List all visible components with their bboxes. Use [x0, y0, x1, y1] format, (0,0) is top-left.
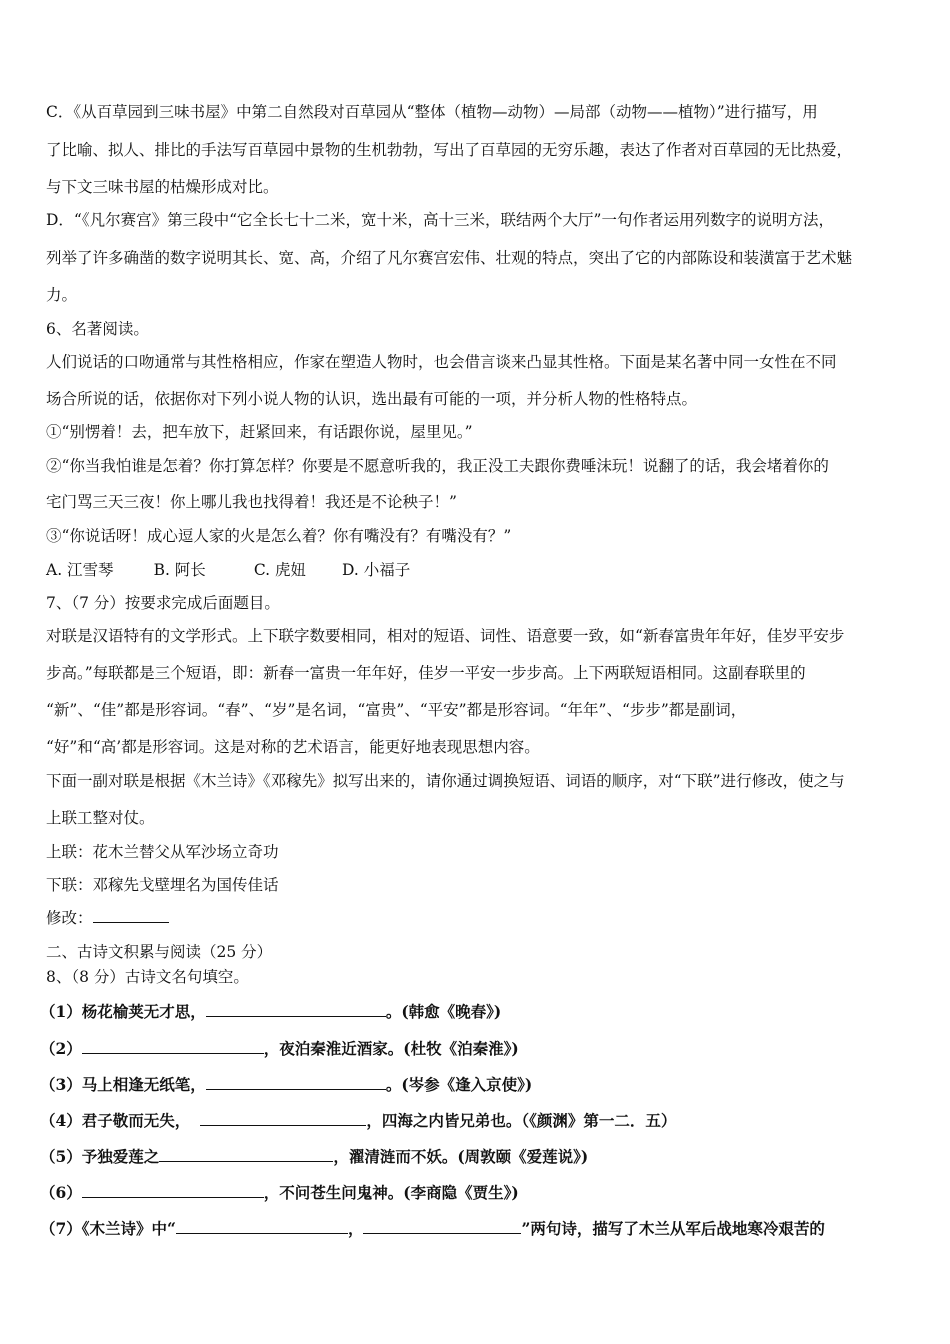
q7-para-line-3: “新”、“佳”都是形容词。“春”、“岁”是名词，“富贵”、“平安”都是形容词。“年年”、“步步”都是副词， — [46, 701, 747, 719]
q6-quote-1: ①“别愣着！去，把车放下，赶紧回来，有话跟你说，屋里见。” — [46, 423, 473, 441]
q8-item-1 — [40, 1002, 902, 1022]
q6-intro-line-2: 场合所说的话，依据你对下列小说人物的认识，选出最有可能的一项，并分析人物的性格特点。 — [46, 390, 698, 408]
q6-option-d[interactable]: D. 小福子 — [341, 561, 411, 579]
q5-option-c-line-1: C．《从百草园到三味书屋》中第二自然段对百草园从“整体（植物—动物）—局部（动物——植物）”进行描写，用 — [46, 103, 818, 121]
q7-revise-label: 修改： — [46, 909, 93, 927]
q8-item-7-blank-1[interactable] — [176, 1219, 348, 1234]
q5-option-d-line-3: 力。 — [46, 286, 78, 304]
q6-option-c[interactable]: C. 虎妞 — [253, 561, 306, 579]
q8-item-4-prefix: 君子敬而无失， — [81, 1111, 191, 1130]
q7-task-line-2: 上联工整对仗。 — [46, 809, 155, 827]
q6-quote-3: ③“你说话呀！成心逗人家的火是怎么着？你有嘴没有？有嘴没有？” — [46, 527, 512, 545]
q7-para-line-1: 对联是汉语特有的文学形式。上下联字数要相同，相对的短语、词性、语意要一致，如“新春富贵年年好，佳岁平安步 — [46, 627, 845, 645]
q8-item-2-suffix: ，夜泊秦淮近酒家。(杜牧《泊秦淮》) — [263, 1039, 519, 1058]
q6-option-a[interactable]: A. 江雪琴 — [46, 561, 114, 579]
q6-quote-2-line-2: 宅门骂三天三夜！你上哪儿我也找得着！我还是不论秧子！” — [46, 493, 457, 511]
q8-item-4-blank[interactable] — [200, 1111, 366, 1126]
q8-item-1-suffix: 。(韩愈《晚春》) — [385, 1002, 502, 1021]
q8-item-1-number: （1） — [40, 1002, 82, 1021]
q7-para-line-2: 步高。”每联都是三个短语，即：新春一富贵一年年好，佳岁一平安一步步高。上下两联短语相同。这副春联里的 — [46, 664, 806, 682]
q8-item-7-blank-2[interactable] — [363, 1219, 521, 1234]
q8-item-2-blank[interactable] — [82, 1039, 264, 1054]
q8-item-7 — [40, 1219, 902, 1239]
q6-option-b[interactable]: B. 阿长 — [153, 561, 206, 579]
q7-lower-couplet: 下联：邓稼先戈壁埋名为国传佳话 — [46, 876, 279, 894]
q8-item-1-blank[interactable] — [206, 1002, 386, 1017]
q6-options — [46, 560, 908, 580]
q8-item-7-prefix: 《木兰诗》中“ — [81, 1219, 176, 1238]
q8-item-6-suffix: ，不问苍生问鬼神。(李商隐《贾生》) — [263, 1183, 519, 1202]
q5-option-d-line-1: D．“《凡尔赛宫》第三段中“它全长七十二米，宽十米，高十三米，联结两个大厅”一句作者运用列数字的说明方法， — [46, 211, 834, 229]
q8-item-5-prefix: 予独爱莲之 — [81, 1147, 160, 1166]
q8-item-7-suffix: ”两句诗，描写了木兰从军后战地寒冷艰苦的 — [521, 1219, 825, 1238]
q8-item-2-number: （2） — [40, 1039, 82, 1058]
section-2-heading: 二、古诗文积累与阅读（25 分） — [46, 943, 273, 961]
q8-item-5-suffix: ，濯清涟而不妖。(周敦颐《爱莲说》) — [333, 1147, 589, 1166]
q8-item-2 — [40, 1039, 902, 1059]
q8-title: 8、（8 分）古诗文名句填空。 — [46, 968, 249, 986]
q8-item-7-number: （7） — [40, 1219, 82, 1238]
q6-intro-line-1: 人们说话的口吻通常与其性格相应，作家在塑造人物时，也会借言谈来凸显其性格。下面是某名著中同一女性在不同 — [46, 353, 837, 371]
q8-item-5-blank[interactable] — [159, 1147, 333, 1162]
q7-revise-line — [46, 908, 908, 928]
q7-upper-couplet: 上联：花木兰替父从军沙场立奇功 — [46, 843, 279, 861]
q8-item-4-suffix: ，四海之内皆兄弟也。（《颜渊》第一二．五） — [366, 1111, 677, 1130]
q5-option-c-line-3: 与下文三味书屋的枯燥形成对比。 — [46, 178, 279, 196]
q8-item-5-number: （5） — [40, 1147, 82, 1166]
q8-item-6-number: （6） — [40, 1183, 82, 1202]
q6-quote-2-line-1: ②“你当我怕谁是怎着？你打算怎样？你要是不愿意听我的，我正没工夫跟你费唾沫玩！说翻了的话，我会堵着你的 — [46, 457, 829, 475]
q7-title: 7、（7 分）按要求完成后面题目。 — [46, 594, 280, 612]
q8-item-6-blank[interactable] — [82, 1183, 264, 1198]
q8-item-4 — [40, 1111, 902, 1131]
q7-revise-blank[interactable] — [93, 908, 169, 923]
q8-item-7-separator: ， — [347, 1219, 364, 1238]
q8-item-1-prefix: 杨花榆荚无才思， — [81, 1002, 206, 1021]
q8-item-3-suffix: 。(岑参《逢入京使》) — [385, 1075, 533, 1094]
q7-task-line-1: 下面一副对联是根据《木兰诗》《邓稼先》拟写出来的，请你通过调换短语、词语的顺序，对“下联”进行修改，使之与 — [46, 772, 845, 790]
q6-title: 6、名著阅读。 — [46, 320, 149, 338]
q8-item-5 — [40, 1147, 902, 1167]
q8-item-3-blank[interactable] — [206, 1075, 386, 1090]
q8-item-6 — [40, 1183, 902, 1203]
q7-para-line-4: “好”和“高’都是形容词。这是对称的艺术语言，能更好地表现思想内容。 — [46, 738, 540, 756]
q8-item-4-number: （4） — [40, 1111, 82, 1130]
q8-item-3-number: （3） — [40, 1075, 82, 1094]
q5-option-d-line-2: 列举了许多确凿的数字说明其长、宽、高，介绍了凡尔赛宫宏伟、壮观的特点，突出了它的内部陈设和装潢富于艺术魅 — [46, 249, 853, 267]
q8-item-3-prefix: 马上相逢无纸笔， — [81, 1075, 206, 1094]
q5-option-c-line-2: 了比喻、拟人、排比的手法写百草园中景物的生机勃勃，写出了百草园的无穷乐趣，表达了作者对百草园的无比热爱， — [46, 141, 853, 159]
q8-item-3 — [40, 1075, 902, 1095]
